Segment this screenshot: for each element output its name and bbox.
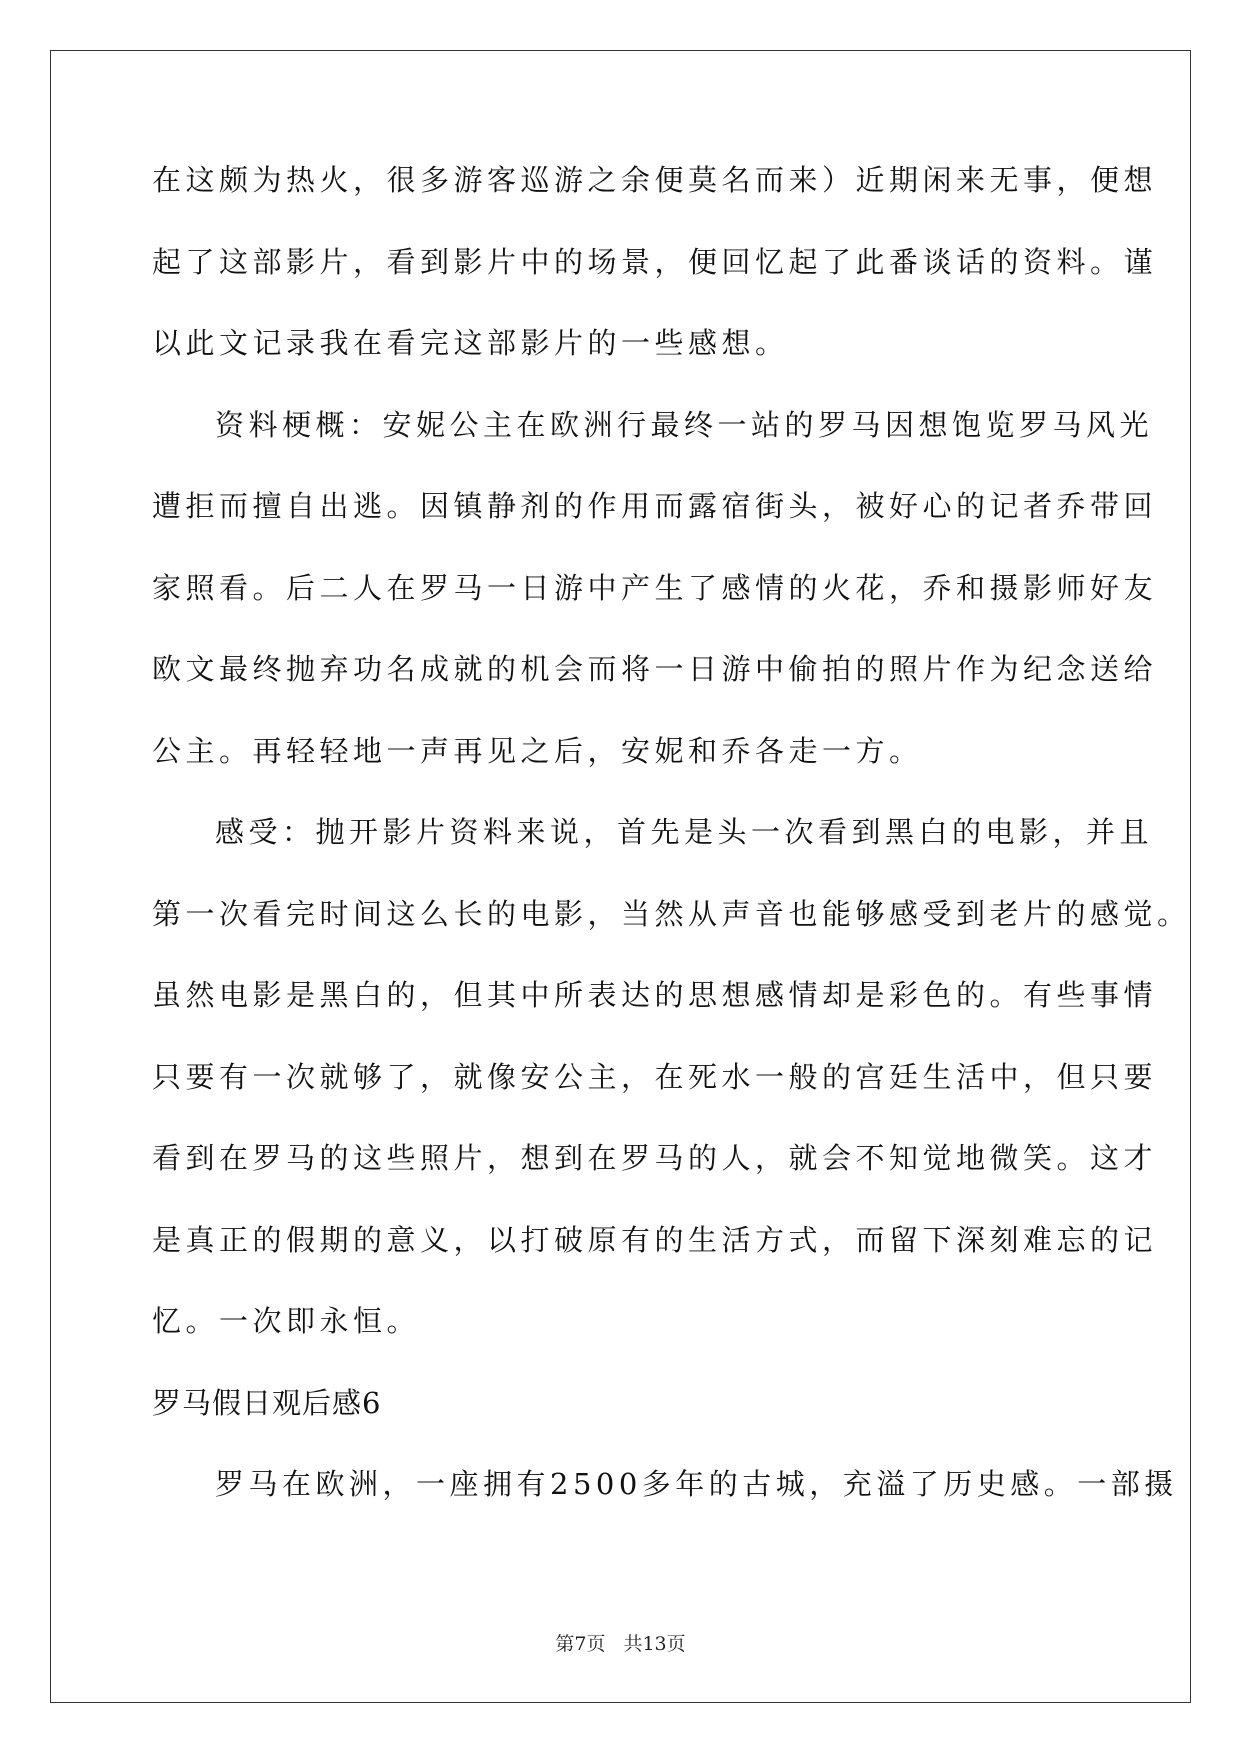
text-line: 起了这部影片，看到影片中的场景，便回忆起了此番谈话的资料。谨 <box>152 244 1158 279</box>
text-line: 遭拒而擅自出逃。因镇静剂的作用而露宿街头，被好心的记者乔带回 <box>152 489 1158 523</box>
text-line: 第一次看完时间这么长的电影，当然从声音也能够感受到老片的感觉。 <box>152 896 1191 931</box>
text-line: 在这颇为热火，很多游客巡游之余便莫名而来）近期闲来无事，便想 <box>152 163 1158 197</box>
text-line: 虽然电影是黑白的，但其中所表达的思想感情却是彩色的。有些事情 <box>152 978 1158 1012</box>
text-line: 公主。再轻轻地一声再见之后，安妮和乔各走一方。 <box>152 733 923 768</box>
text-line: 家照看。后二人在罗马一日游中产生了感情的火花，乔和摄影师好友 <box>152 570 1158 605</box>
text-line: 只要有一次就够了，就像安公主，在死水一般的宫廷生活中，但只要 <box>152 1059 1158 1094</box>
page-footer <box>0 1629 1241 1656</box>
text-line: 是真正的假期的意义，以打破原有的生活方式，而留下深刻难忘的记 <box>152 1222 1158 1257</box>
text-line: 看到在罗马的这些照片，想到在罗马的人，就会不知觉地微笑。这才 <box>152 1141 1158 1175</box>
paragraph-rome-start: 罗马在欧洲，一座拥有2500多年的古城，充溢了历史感。一部摄 <box>215 1467 1178 1501</box>
page-total: 共13页 <box>623 1633 686 1655</box>
paragraph-summary-start: 资料梗概：安妮公主在欧洲行最终一站的罗马因想饱览罗马风光 <box>215 407 1154 442</box>
page-number: 第7页 <box>555 1633 606 1655</box>
paragraph-feelings-start: 感受：抛开影片资料来说，首先是头一次看到黑白的电影，并且 <box>215 815 1154 849</box>
text-line: 欧文最终抛弃功名成就的机会而将一日游中偷拍的照片作为纪念送给 <box>152 652 1158 686</box>
text-line: 忆。一次即永恒。 <box>152 1304 421 1338</box>
text-line: 以此文记录我在看完这部影片的一些感想。 <box>152 326 789 360</box>
section-heading: 罗马假日观后感6 <box>152 1385 382 1420</box>
document-body <box>152 162 1191 1548</box>
